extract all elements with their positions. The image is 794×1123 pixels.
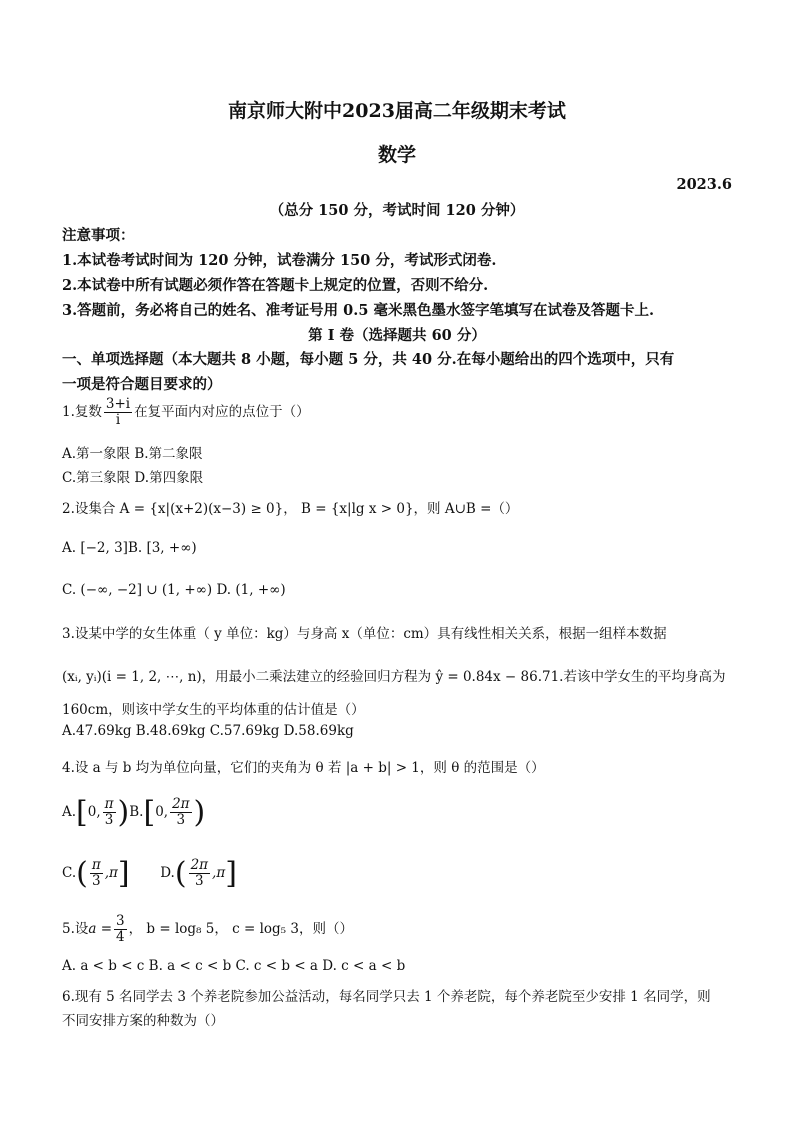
question-2-options-row2: C. (−∞, −2] ∪ (1, +∞) D. (1, +∞) xyxy=(62,582,286,598)
q1-fraction xyxy=(104,397,132,428)
subject-title: 数学 xyxy=(377,144,416,166)
question-3-line2: (xᵢ, yᵢ)(i = 1, 2, ⋯, n)，用最小二乘法建立的经验回归方程为 ŷ = 0.84x − 86.71.若该中学女生的平均身高为 xyxy=(62,669,726,685)
q5-rest: ， b = log₈ 5， c = log₅ 3，则（） xyxy=(128,920,353,937)
score-time: （总分 150 分，考试时间 120 分钟） xyxy=(269,202,525,219)
frac-num: π xyxy=(104,796,114,813)
q4-comma-pi: , xyxy=(212,865,217,881)
exam-title: 南京师大附中2023届高二年级期末考试 xyxy=(228,100,566,122)
bracket-glyph: [ xyxy=(143,795,156,830)
q4-opt-a-label: A. xyxy=(62,804,77,820)
frac-num: 2π xyxy=(190,857,209,874)
question-1-options-row2: C.第三象限 D.第四象限 xyxy=(62,470,204,486)
bracket-glyph: ] xyxy=(225,856,237,891)
question-2-stem: 2.设集合 A = {x|(x+2)(x−3) ≥ 0}， B = {x|lg x > 0}，则 A∪B =（） xyxy=(62,501,519,517)
question-1-stem xyxy=(62,397,310,428)
notes-heading: 注意事项： xyxy=(62,227,135,244)
frac-den: 3 xyxy=(104,812,114,828)
section-heading-line2: 一项是符合题目要求的） xyxy=(62,376,222,393)
bracket-glyph: [ xyxy=(76,795,88,830)
q4-pi: π xyxy=(216,865,226,881)
question-4-options-row1 xyxy=(62,795,205,830)
q4-opt-b-label: B. xyxy=(129,804,144,820)
frac-den: 3 xyxy=(92,873,101,889)
bracket-glyph: ( xyxy=(76,856,88,891)
q4-comma-pi: , xyxy=(104,865,110,881)
q5-a-eq: a = xyxy=(88,920,113,937)
frac-num: π xyxy=(91,857,101,874)
q4-frac-a xyxy=(103,797,116,828)
q1-suffix: 在复平面内对应的点位于（） xyxy=(134,403,310,420)
question-6-line2: 不同安排方案的种数为（） xyxy=(62,1013,224,1029)
q4-frac-c xyxy=(90,858,103,889)
frac-den: 3 xyxy=(176,812,186,828)
exam-date: 2023.6 xyxy=(676,176,732,193)
q1-denominator: i xyxy=(115,411,121,428)
section-heading-line1: 一、单项选择题（本大题共 8 小题，每小题 5 分，共 40 分.在每小题给出的四个选项中，只有 xyxy=(62,351,675,368)
question-5-options: A. a < b < c B. a < c < b C. c < b < a D. c < a < b xyxy=(62,958,406,974)
question-3-options: A.47.69kg B.48.69kg C.57.69kg D.58.69kg xyxy=(62,723,354,739)
question-1-options-row1: A.第一象限 B.第二象限 xyxy=(62,446,203,462)
q4-opt-c-label: C. xyxy=(62,865,77,881)
frac-den: 4 xyxy=(116,928,125,945)
frac-den: 3 xyxy=(195,873,204,889)
q5-prefix: 5.设 xyxy=(62,920,89,937)
bracket-glyph: ( xyxy=(174,856,187,891)
note-item: 2.本试卷中所有试题必须作答在答题卡上规定的位置，否则不给分. xyxy=(62,277,489,294)
q1-prefix: 1.复数 xyxy=(62,403,102,420)
q4-zero: 0, xyxy=(155,804,169,820)
section-title: 第 I 卷（选择题共 60 分） xyxy=(308,327,486,344)
question-3-line3: 160cm，则该中学女生的平均体重的估计值是（） xyxy=(62,702,365,718)
q4-frac-d xyxy=(189,858,210,889)
q5-fraction xyxy=(114,914,127,945)
question-3-line1: 3.设某中学的女生体重（ y 单位：kg）与身高 x（单位：cm）具有线性相关关系，根据一组样本数据 xyxy=(62,626,667,642)
q4-opt-d-label: D. xyxy=(160,865,175,881)
frac-num: 3 xyxy=(116,913,125,929)
frac-num: 2π xyxy=(172,796,190,813)
bracket-glyph: ) xyxy=(193,795,206,830)
question-2-options-row1: A. [−2, 3]B. [3, +∞) xyxy=(62,540,197,556)
q4-frac-b xyxy=(170,797,191,828)
note-item: 1.本试卷考试时间为 120 分钟，试卷满分 150 分，考试形式闭卷. xyxy=(62,252,497,269)
bracket-glyph: ) xyxy=(117,795,130,830)
bracket-glyph: ] xyxy=(117,856,130,891)
q4-pi: π xyxy=(109,865,118,881)
note-item: 3.答题前，务必将自己的姓名、准考证号用 0.5 毫米黑色墨水签字笔填写在试卷及答题卡上. xyxy=(62,302,655,319)
question-4-stem: 4.设 a 与 b 均为单位向量，它们的夹角为 θ 若 |a + b| > 1，则 θ 的范围是（） xyxy=(62,760,545,776)
question-4-options-row2 xyxy=(62,856,237,891)
q4-zero: 0, xyxy=(87,804,101,820)
question-5-stem xyxy=(62,914,353,945)
q1-numerator: 3+i xyxy=(105,396,131,412)
question-6-line1: 6.现有 5 名同学去 3 个养老院参加公益活动，每名同学只去 1 个养老院，每个养老院至少安排 1 名同学，则 xyxy=(62,989,711,1005)
